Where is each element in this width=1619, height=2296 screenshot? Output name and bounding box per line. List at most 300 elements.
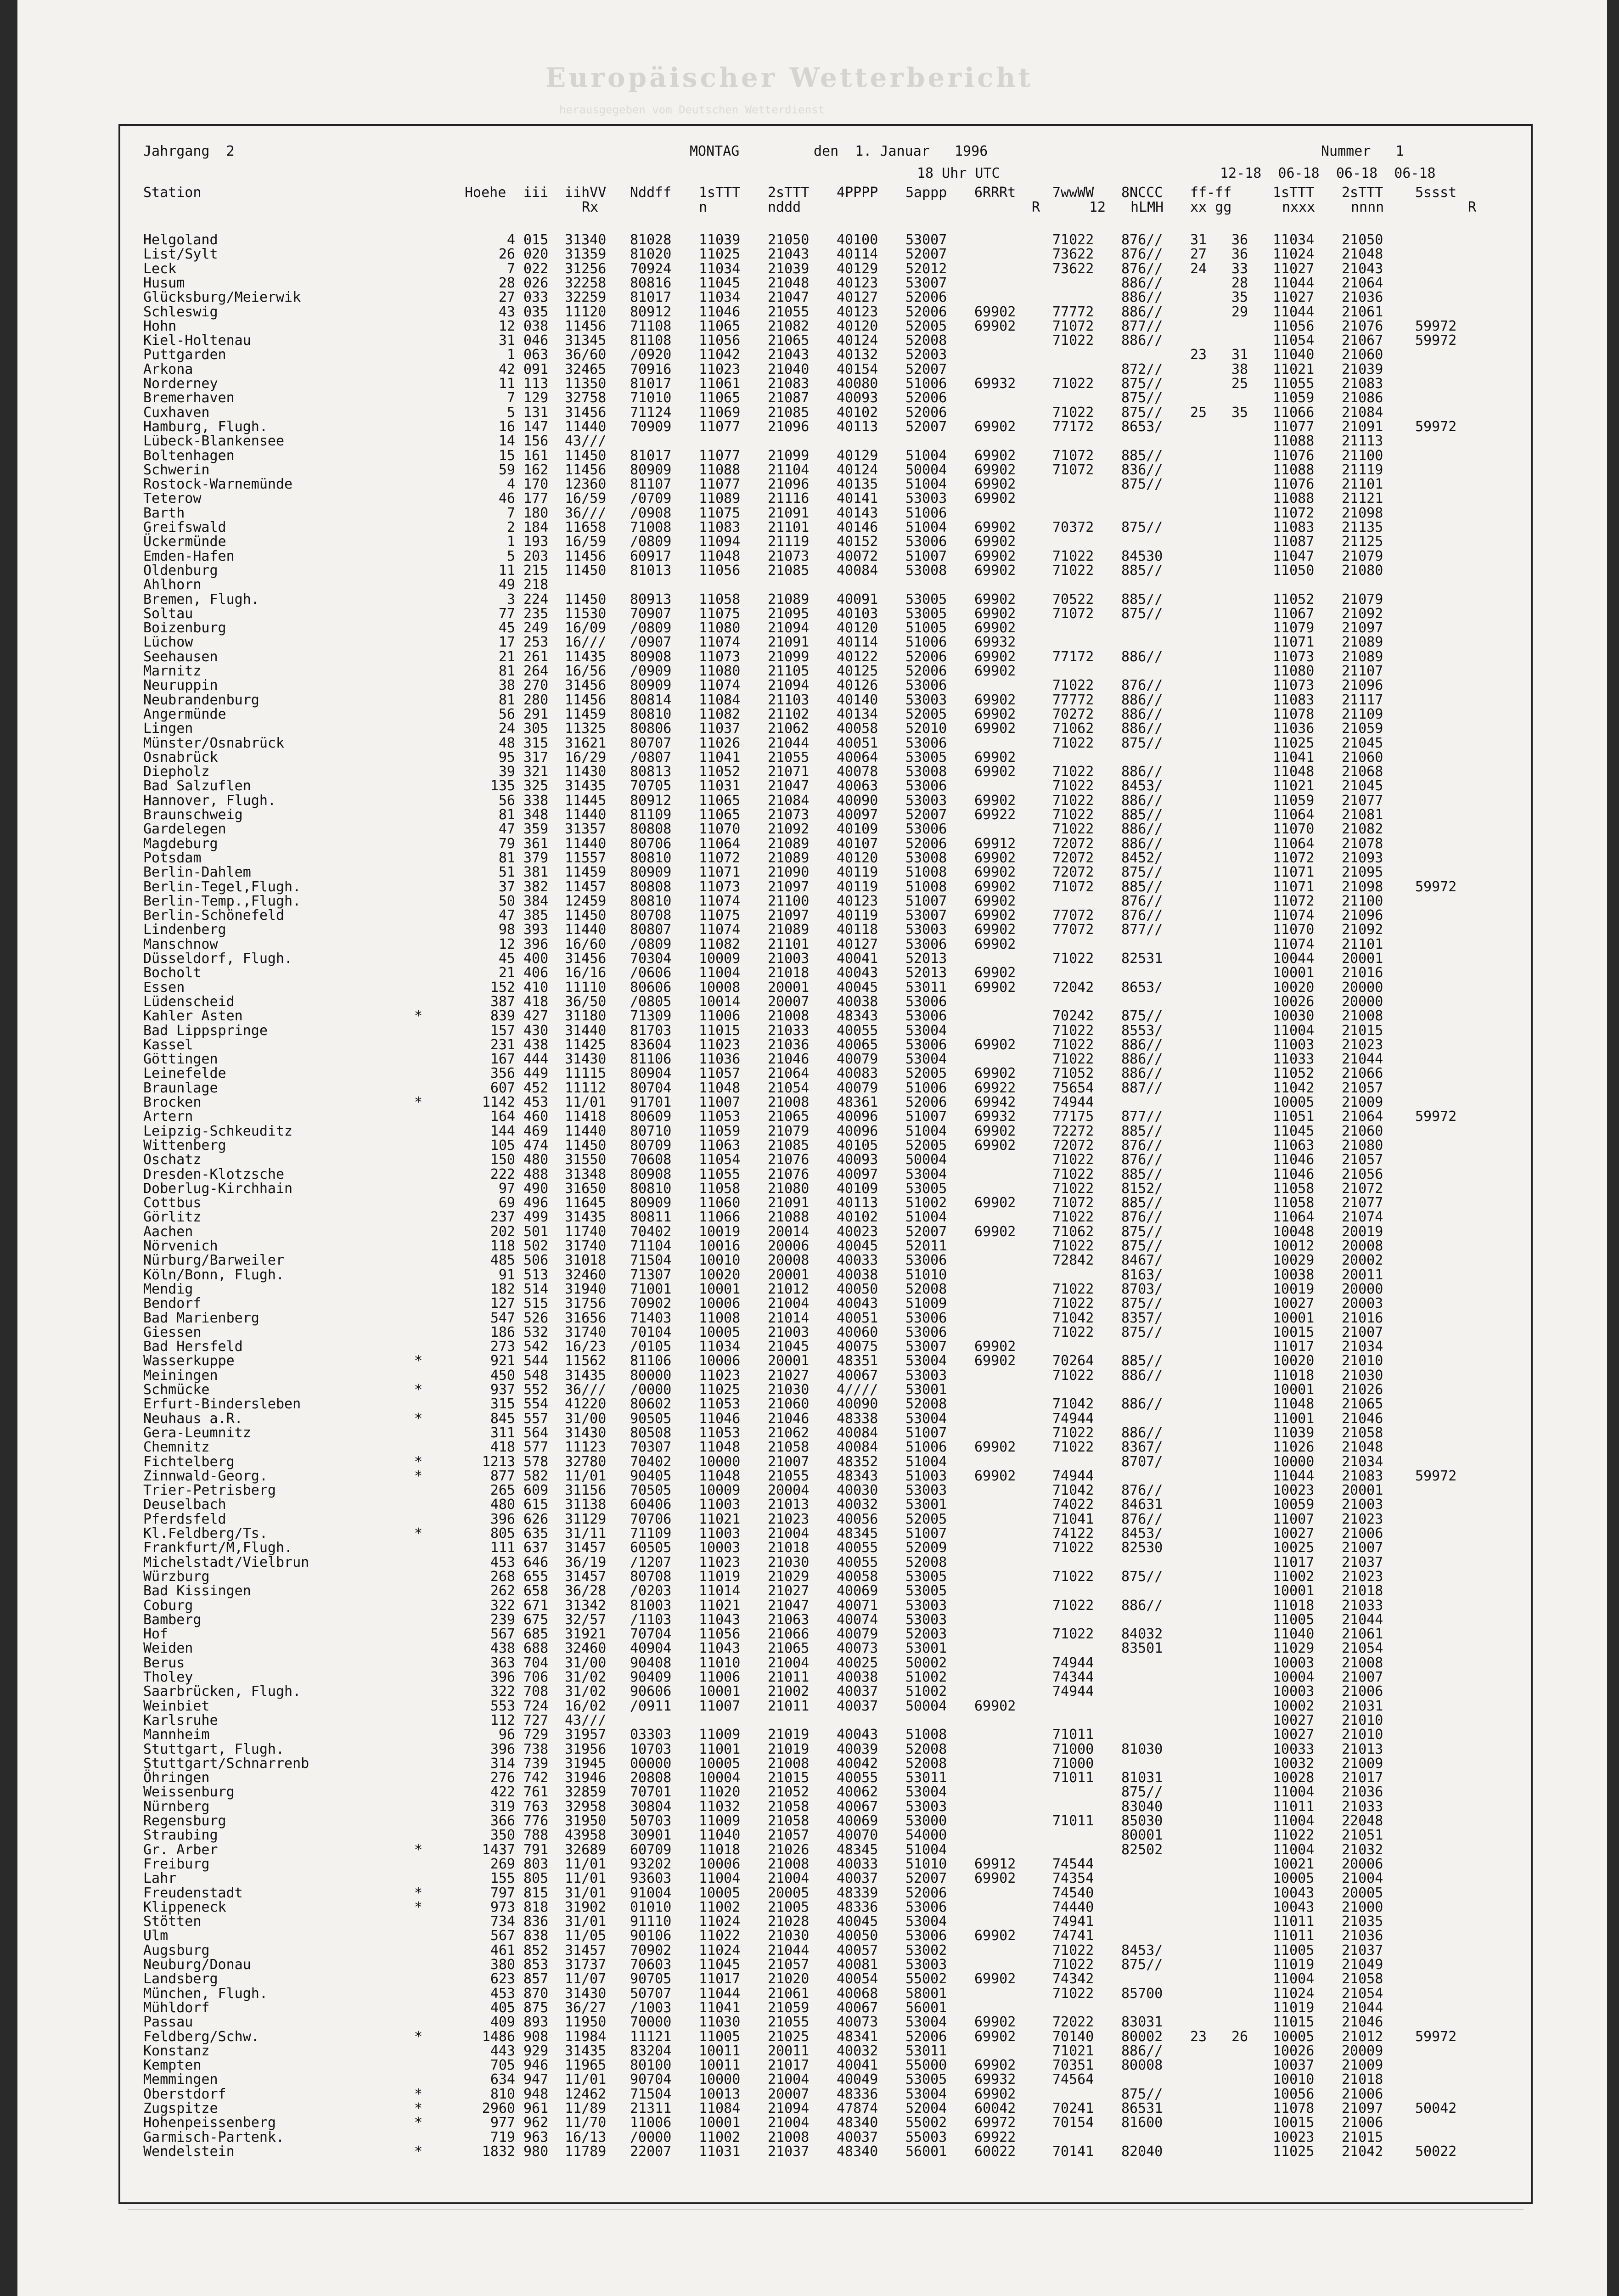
- table-row: [120, 420, 1535, 434]
- group-8nccc: 8453/: [1121, 1942, 1163, 1958]
- group-1sttt: 11001: [699, 1741, 741, 1757]
- group-iihvv: 31180: [565, 1008, 607, 1024]
- group-tmin: 21057: [1342, 1080, 1383, 1096]
- station-height: 567: [490, 1626, 515, 1643]
- group-4pppp: 40084: [837, 1439, 878, 1456]
- station-index: 131: [523, 404, 549, 421]
- bleed-through-subtitle: herausgegeben vom Deutschen Wetterdienst: [559, 103, 825, 116]
- station-height: 453: [490, 1554, 515, 1570]
- group-1sttt: 11060: [699, 1195, 741, 1211]
- group-4pppp: 48345: [837, 1841, 878, 1858]
- station-height: 231: [490, 1036, 515, 1053]
- group-1sttt: 11034: [699, 1339, 741, 1355]
- group-nddff: 70402: [630, 1223, 672, 1240]
- table-row: [120, 1771, 1535, 1785]
- group-iihvv: 11440: [565, 418, 607, 435]
- group-8nccc: 81031: [1121, 1770, 1163, 1786]
- group-nddff: 83204: [630, 2043, 672, 2059]
- group-iihvv: 11450: [565, 447, 607, 464]
- station-index: 460: [523, 1109, 549, 1125]
- group-2sttt: 21055: [768, 2014, 810, 2031]
- table-row: [120, 1196, 1535, 1210]
- group-5appp: 52008: [905, 1741, 947, 1757]
- station-name: Ahlhorn: [143, 577, 202, 593]
- station-index: 147: [523, 418, 549, 435]
- group-4pppp: 40050: [837, 1928, 878, 1944]
- group-1sttt: 10014: [699, 993, 741, 1010]
- group-4pppp: 48343: [837, 1008, 878, 1024]
- table-row: [120, 362, 1535, 377]
- group-1sttt: 11065: [699, 807, 741, 823]
- group-tmax: 11071: [1273, 634, 1315, 651]
- group-4pppp: 40109: [837, 1180, 878, 1197]
- group-nddff: 22007: [630, 2143, 672, 2160]
- group-4pppp: 40079: [837, 1080, 878, 1096]
- group-tmax: 11029: [1273, 1640, 1315, 1657]
- group-2sttt: 21004: [768, 1295, 810, 1312]
- group-8nccc: 877//: [1121, 1109, 1163, 1125]
- station-index: 542: [523, 1339, 549, 1355]
- group-2sttt: 21064: [768, 1065, 810, 1082]
- group-6rrrt: 69922: [974, 2129, 1016, 2145]
- group-tmax: 11073: [1273, 648, 1315, 665]
- group-2sttt: 20004: [768, 1482, 810, 1499]
- station-name: Berlin-Dahlem: [143, 864, 251, 881]
- group-2sttt: 21048: [768, 275, 810, 291]
- group-1sttt: 11046: [699, 304, 741, 320]
- group-7wwww: 71022: [1052, 1281, 1094, 1297]
- group-tmax: 11087: [1273, 534, 1315, 550]
- group-4pppp: 40072: [837, 548, 878, 564]
- table-row: [120, 333, 1535, 348]
- station-name: Neubrandenburg: [143, 692, 259, 708]
- table-row: [120, 980, 1535, 995]
- group-5appp: 52005: [905, 706, 947, 722]
- group-2sttt: 20001: [768, 1353, 810, 1369]
- group-tmin: 21060: [1342, 1123, 1383, 1139]
- group-5appp: 53007: [905, 232, 947, 248]
- group-6rrrt: 69902: [974, 1065, 1016, 1082]
- station-index: 838: [523, 1928, 549, 1944]
- group-tmin: 20019: [1342, 1223, 1383, 1240]
- group-4pppp: 40037: [837, 1683, 878, 1700]
- table-row: [120, 951, 1535, 966]
- station-index: 474: [523, 1137, 549, 1154]
- group-tmin: 21077: [1342, 792, 1383, 809]
- group-6rrrt: 60022: [974, 2143, 1016, 2160]
- group-tmin: 21093: [1342, 850, 1383, 866]
- group-6rrrt: 69912: [974, 835, 1016, 852]
- table-row: [120, 449, 1535, 463]
- group-8nccc: 886//: [1121, 1367, 1163, 1384]
- group-tmin: 21006: [1342, 2115, 1383, 2131]
- group-1sttt: 10011: [699, 2043, 741, 2059]
- group-nddff: 60505: [630, 1540, 672, 1556]
- group-1sttt: 11048: [699, 1080, 741, 1096]
- group-4pppp: 40038: [837, 1669, 878, 1685]
- group-2sttt: 21091: [768, 634, 810, 651]
- station-height: 810: [490, 2086, 515, 2102]
- station-index: 203: [523, 548, 549, 564]
- group-8nccc: 875//: [1121, 1238, 1163, 1254]
- col-1sttt-sub: n: [699, 199, 708, 215]
- group-6rrrt: 69932: [974, 1109, 1016, 1125]
- group-nddff: 80710: [630, 1123, 672, 1139]
- group-5appp: 52007: [905, 1223, 947, 1240]
- group-2sttt: 21085: [768, 404, 810, 421]
- station-height: 81: [498, 850, 515, 866]
- group-tmax: 11044: [1273, 1468, 1315, 1484]
- group-1sttt: 10008: [699, 979, 741, 996]
- station-index: 113: [523, 376, 549, 392]
- station-index: 615: [523, 1497, 549, 1513]
- group-6rrrt: 69902: [974, 764, 1016, 780]
- group-nddff: 70402: [630, 1453, 672, 1470]
- group-2sttt: 20001: [768, 1266, 810, 1283]
- group-2sttt: 21063: [768, 1611, 810, 1628]
- group-nddff: 70916: [630, 361, 672, 377]
- group-tmin: 21016: [1342, 1310, 1383, 1326]
- station-index: 646: [523, 1554, 549, 1570]
- group-tmax: 10010: [1273, 2071, 1315, 2088]
- group-iihvv: 16/29: [565, 749, 607, 765]
- table-row: [120, 721, 1535, 736]
- group-8nccc: 875//: [1121, 390, 1163, 406]
- group-iihvv: 43///: [565, 433, 607, 450]
- group-2sttt: 20008: [768, 1252, 810, 1269]
- group-tmax: 10015: [1273, 1324, 1315, 1340]
- group-nddff: 71008: [630, 519, 672, 535]
- table-row: [120, 1339, 1535, 1354]
- group-1sttt: 11053: [699, 1424, 741, 1441]
- group-7wwww: 71042: [1052, 1310, 1094, 1326]
- group-8nccc: 886//: [1121, 792, 1163, 809]
- group-2sttt: 21029: [768, 1568, 810, 1585]
- group-5appp: 51004: [905, 1453, 947, 1470]
- group-nddff: 70902: [630, 1295, 672, 1312]
- table-row: [120, 865, 1535, 879]
- group-iihvv: 11430: [565, 764, 607, 780]
- table-row: [120, 1182, 1535, 1196]
- station-index: 177: [523, 490, 549, 507]
- group-1sttt: 11004: [699, 1870, 741, 1887]
- station-name: Hannover, Flugh.: [143, 792, 276, 809]
- group-6rrrt: 69902: [974, 2086, 1016, 2102]
- group-8nccc: 886//: [1121, 835, 1163, 852]
- group-4pppp: 40033: [837, 1252, 878, 1269]
- group-8nccc: 81600: [1121, 2115, 1163, 2131]
- group-tmax: 11017: [1273, 1554, 1315, 1570]
- station-name: Chemnitz: [143, 1439, 210, 1456]
- group-7wwww: 71042: [1052, 1482, 1094, 1499]
- group-8nccc: 875//: [1121, 1295, 1163, 1312]
- group-5appp: 53011: [905, 2043, 947, 2059]
- group-4pppp: 40042: [837, 1755, 878, 1772]
- group-5appp: 52007: [905, 361, 947, 377]
- station-name: Bad Salzuflen: [143, 778, 251, 794]
- group-7wwww: 71022: [1052, 562, 1094, 579]
- group-4pppp: 40123: [837, 893, 878, 909]
- station-index: 315: [523, 735, 549, 751]
- group-nddff: 11006: [630, 2115, 672, 2131]
- station-index: 184: [523, 519, 549, 535]
- group-4pppp: 48336: [837, 1899, 878, 1915]
- group-5appp: 52008: [905, 332, 947, 349]
- group-2sttt: 21058: [768, 1798, 810, 1815]
- group-6rrrt: 69902: [974, 663, 1016, 679]
- group-1sttt: 10009: [699, 1482, 741, 1499]
- group-4pppp: 40071: [837, 1597, 878, 1614]
- group-tmin: 21113: [1342, 433, 1383, 450]
- group-iihvv: 31435: [565, 778, 607, 794]
- station-height: 21: [498, 965, 515, 981]
- group-7wwww: 77772: [1052, 692, 1094, 708]
- group-2sttt: 21062: [768, 1424, 810, 1441]
- group-tmax: 11034: [1273, 232, 1315, 248]
- group-2sttt: 21027: [768, 1583, 810, 1599]
- group-iihvv: 31737: [565, 1957, 607, 1973]
- group-nddff: 80909: [630, 677, 672, 694]
- group-tmax: 11018: [1273, 1367, 1315, 1384]
- group-tmin: 21037: [1342, 1942, 1383, 1958]
- table-row: [120, 621, 1535, 635]
- group-4pppp: 40080: [837, 376, 878, 392]
- station-height: 4: [506, 232, 515, 248]
- group-2sttt: 21104: [768, 461, 810, 478]
- table-row: [120, 1253, 1535, 1267]
- group-tmax: 10001: [1273, 1382, 1315, 1398]
- group-5appp: 53006: [905, 1252, 947, 1269]
- group-iihvv: 36/50: [565, 993, 607, 1010]
- table-row: [120, 2058, 1535, 2072]
- group-nddff: 01010: [630, 1899, 672, 1915]
- group-5appp: 53006: [905, 1310, 947, 1326]
- table-row: [120, 549, 1535, 563]
- station-height: 118: [490, 1238, 515, 1254]
- group-6rrrt: 69902: [974, 562, 1016, 579]
- station-height: 485: [490, 1252, 515, 1269]
- group-tmax: 11070: [1273, 922, 1315, 938]
- group-7wwww: 71022: [1052, 1568, 1094, 1585]
- group-iihvv: 11789: [565, 2143, 607, 2160]
- table-row: [120, 995, 1535, 1009]
- group-4pppp: 40045: [837, 1238, 878, 1254]
- group-7wwww: 74344: [1052, 1669, 1094, 1685]
- station-name: Oschatz: [143, 1152, 202, 1168]
- station-index: 063: [523, 347, 549, 363]
- station-name: Marnitz: [143, 663, 202, 679]
- group-nddff: /0203: [630, 1583, 672, 1599]
- table-row: [120, 592, 1535, 607]
- group-8nccc: 876//: [1121, 1482, 1163, 1499]
- group-iihvv: 16/09: [565, 620, 607, 636]
- group-6rrrt: 69902: [974, 1223, 1016, 1240]
- station-index: 480: [523, 1152, 549, 1168]
- group-8nccc: 877//: [1121, 922, 1163, 938]
- group-8nccc: 86531: [1121, 2100, 1163, 2116]
- station-height: 28: [498, 275, 515, 291]
- group-1sttt: 11071: [699, 864, 741, 881]
- table-row: [120, 405, 1535, 420]
- group-5appp: 53002: [905, 1942, 947, 1958]
- group-5appp: 53004: [905, 1051, 947, 1068]
- station-height: 443: [490, 2043, 515, 2059]
- station-height: 51: [498, 864, 515, 881]
- group-2sttt: 21076: [768, 1166, 810, 1182]
- station-name: Frankfurt/M,Flugh.: [143, 1540, 293, 1556]
- group-tmax: 11021: [1273, 778, 1315, 794]
- group-5appp: 52007: [905, 1870, 947, 1887]
- group-1sttt: 11040: [699, 1827, 741, 1844]
- group-4pppp: 40105: [837, 1137, 878, 1154]
- station-height: 21: [498, 648, 515, 665]
- group-5ssst: 59972: [1415, 332, 1457, 349]
- station-name: Würzburg: [143, 1568, 210, 1585]
- group-4pppp: 40023: [837, 1223, 878, 1240]
- group-7wwww: 71022: [1052, 1367, 1094, 1384]
- group-nddff: 50707: [630, 1985, 672, 2002]
- table-row: [120, 1929, 1535, 1943]
- group-6rrrt: 69902: [974, 979, 1016, 996]
- mountain-station-marker: *: [414, 1885, 423, 1901]
- group-4pppp: 40154: [837, 361, 878, 377]
- station-index: 499: [523, 1209, 549, 1226]
- group-1sttt: 11074: [699, 677, 741, 694]
- group-nddff: /1003: [630, 1999, 672, 2016]
- group-nddff: 71403: [630, 1310, 672, 1326]
- group-tmin: 21074: [1342, 1209, 1383, 1226]
- group-tmin: 21091: [1342, 418, 1383, 435]
- group-2sttt: 21002: [768, 1683, 810, 1700]
- group-tmin: 21058: [1342, 1424, 1383, 1441]
- group-1sttt: 11002: [699, 2129, 741, 2145]
- table-row: [120, 707, 1535, 721]
- group-tmin: 21032: [1342, 1841, 1383, 1858]
- group-7wwww: 71022: [1052, 792, 1094, 809]
- group-5appp: 52007: [905, 807, 947, 823]
- group-iihvv: 11350: [565, 376, 607, 392]
- station-index: 857: [523, 1971, 549, 1987]
- group-7wwww: 74022: [1052, 1497, 1094, 1513]
- group-2sttt: 21013: [768, 1497, 810, 1513]
- group-nddff: 80913: [630, 591, 672, 608]
- group-1sttt: 11023: [699, 1367, 741, 1384]
- station-name: Garmisch-Partenk.: [143, 2129, 285, 2145]
- group-2sttt: 21040: [768, 361, 810, 377]
- group-nddff: 21311: [630, 2100, 672, 2116]
- group-7wwww: 74342: [1052, 1971, 1094, 1987]
- table-row: [120, 1167, 1535, 1182]
- station-name: Kiel-Holtenau: [143, 332, 251, 349]
- group-nddff: 90106: [630, 1928, 672, 1944]
- group-7wwww: 71022: [1052, 1957, 1094, 1973]
- group-iihvv: 36/60: [565, 347, 607, 363]
- station-height: 112: [490, 1712, 515, 1728]
- group-5appp: 53008: [905, 562, 947, 579]
- station-height: 1: [506, 347, 515, 363]
- group-8nccc: 876//: [1121, 260, 1163, 277]
- group-tmin: 21056: [1342, 1166, 1383, 1182]
- group-2sttt: 21008: [768, 2129, 810, 2145]
- group-5appp: 53003: [905, 692, 947, 708]
- station-height: 157: [490, 1022, 515, 1039]
- table-row: [120, 520, 1535, 535]
- group-6rrrt: 69902: [974, 1928, 1016, 1944]
- group-tmin: 21066: [1342, 1065, 1383, 1082]
- station-index: 026: [523, 275, 549, 291]
- group-tmin: 21057: [1342, 1152, 1383, 1168]
- group-8nccc: 82531: [1121, 951, 1163, 967]
- group-5appp: 51007: [905, 548, 947, 564]
- group-1sttt: 11082: [699, 936, 741, 952]
- station-index: 325: [523, 778, 549, 794]
- group-6rrrt: 69902: [974, 648, 1016, 665]
- group-6rrrt: 69902: [974, 447, 1016, 464]
- group-8nccc: 886//: [1121, 1396, 1163, 1412]
- group-iihvv: 16/13: [565, 2129, 607, 2145]
- station-index: 526: [523, 1310, 549, 1326]
- group-tmin: 21109: [1342, 706, 1383, 722]
- group-2sttt: 21101: [768, 519, 810, 535]
- group-tmax: 10027: [1273, 1295, 1315, 1312]
- station-name: Straubing: [143, 1827, 218, 1844]
- table-row: [120, 894, 1535, 908]
- mountain-station-marker: *: [414, 2086, 423, 2102]
- group-5appp: 52009: [905, 1540, 947, 1556]
- group-1sttt: 11056: [699, 332, 741, 349]
- group-iihvv: 11/70: [565, 2115, 607, 2131]
- group-tmin: 20005: [1342, 1885, 1383, 1901]
- group-4pppp: 40124: [837, 461, 878, 478]
- station-index: 727: [523, 1712, 549, 1728]
- col-ff-ff-sub: xx gg: [1190, 199, 1232, 215]
- station-height: 409: [490, 2014, 515, 2031]
- group-1sttt: 11053: [699, 1109, 741, 1125]
- group-5appp: 53005: [905, 605, 947, 622]
- station-height: 350: [490, 1827, 515, 1844]
- table-row: [120, 1124, 1535, 1138]
- group-tmin: 21076: [1342, 318, 1383, 334]
- page: [17, 0, 1607, 2296]
- group-iihvv: 31457: [565, 1568, 607, 1585]
- station-index: 438: [523, 1036, 549, 1053]
- group-tmin: 21100: [1342, 447, 1383, 464]
- group-2sttt: 21099: [768, 447, 810, 464]
- group-tmax: 10037: [1273, 2057, 1315, 2074]
- group-8nccc: 80001: [1121, 1827, 1163, 1844]
- group-5appp: 53005: [905, 591, 947, 608]
- station-name: Wittenberg: [143, 1137, 226, 1154]
- station-index: 379: [523, 850, 549, 866]
- table-row: [120, 377, 1535, 391]
- table-row: [120, 1095, 1535, 1109]
- group-4pppp: 40073: [837, 1640, 878, 1657]
- group-tmax: 11025: [1273, 735, 1315, 751]
- group-5appp: 55002: [905, 1971, 947, 1987]
- group-4pppp: 40129: [837, 447, 878, 464]
- mountain-station-marker: *: [414, 1008, 423, 1024]
- group-5appp: 51004: [905, 519, 947, 535]
- group-2sttt: 21018: [768, 1540, 810, 1556]
- group-4pppp: 48340: [837, 2115, 878, 2131]
- group-1sttt: 11077: [699, 447, 741, 464]
- group-8nccc: 8163/: [1121, 1266, 1163, 1283]
- group-4pppp: 40038: [837, 1266, 878, 1283]
- group-1sttt: 11009: [699, 1727, 741, 1743]
- group-8nccc: 83031: [1121, 2014, 1163, 2031]
- station-name: Karlsruhe: [143, 1712, 218, 1728]
- station-name: Schwerin: [143, 461, 210, 478]
